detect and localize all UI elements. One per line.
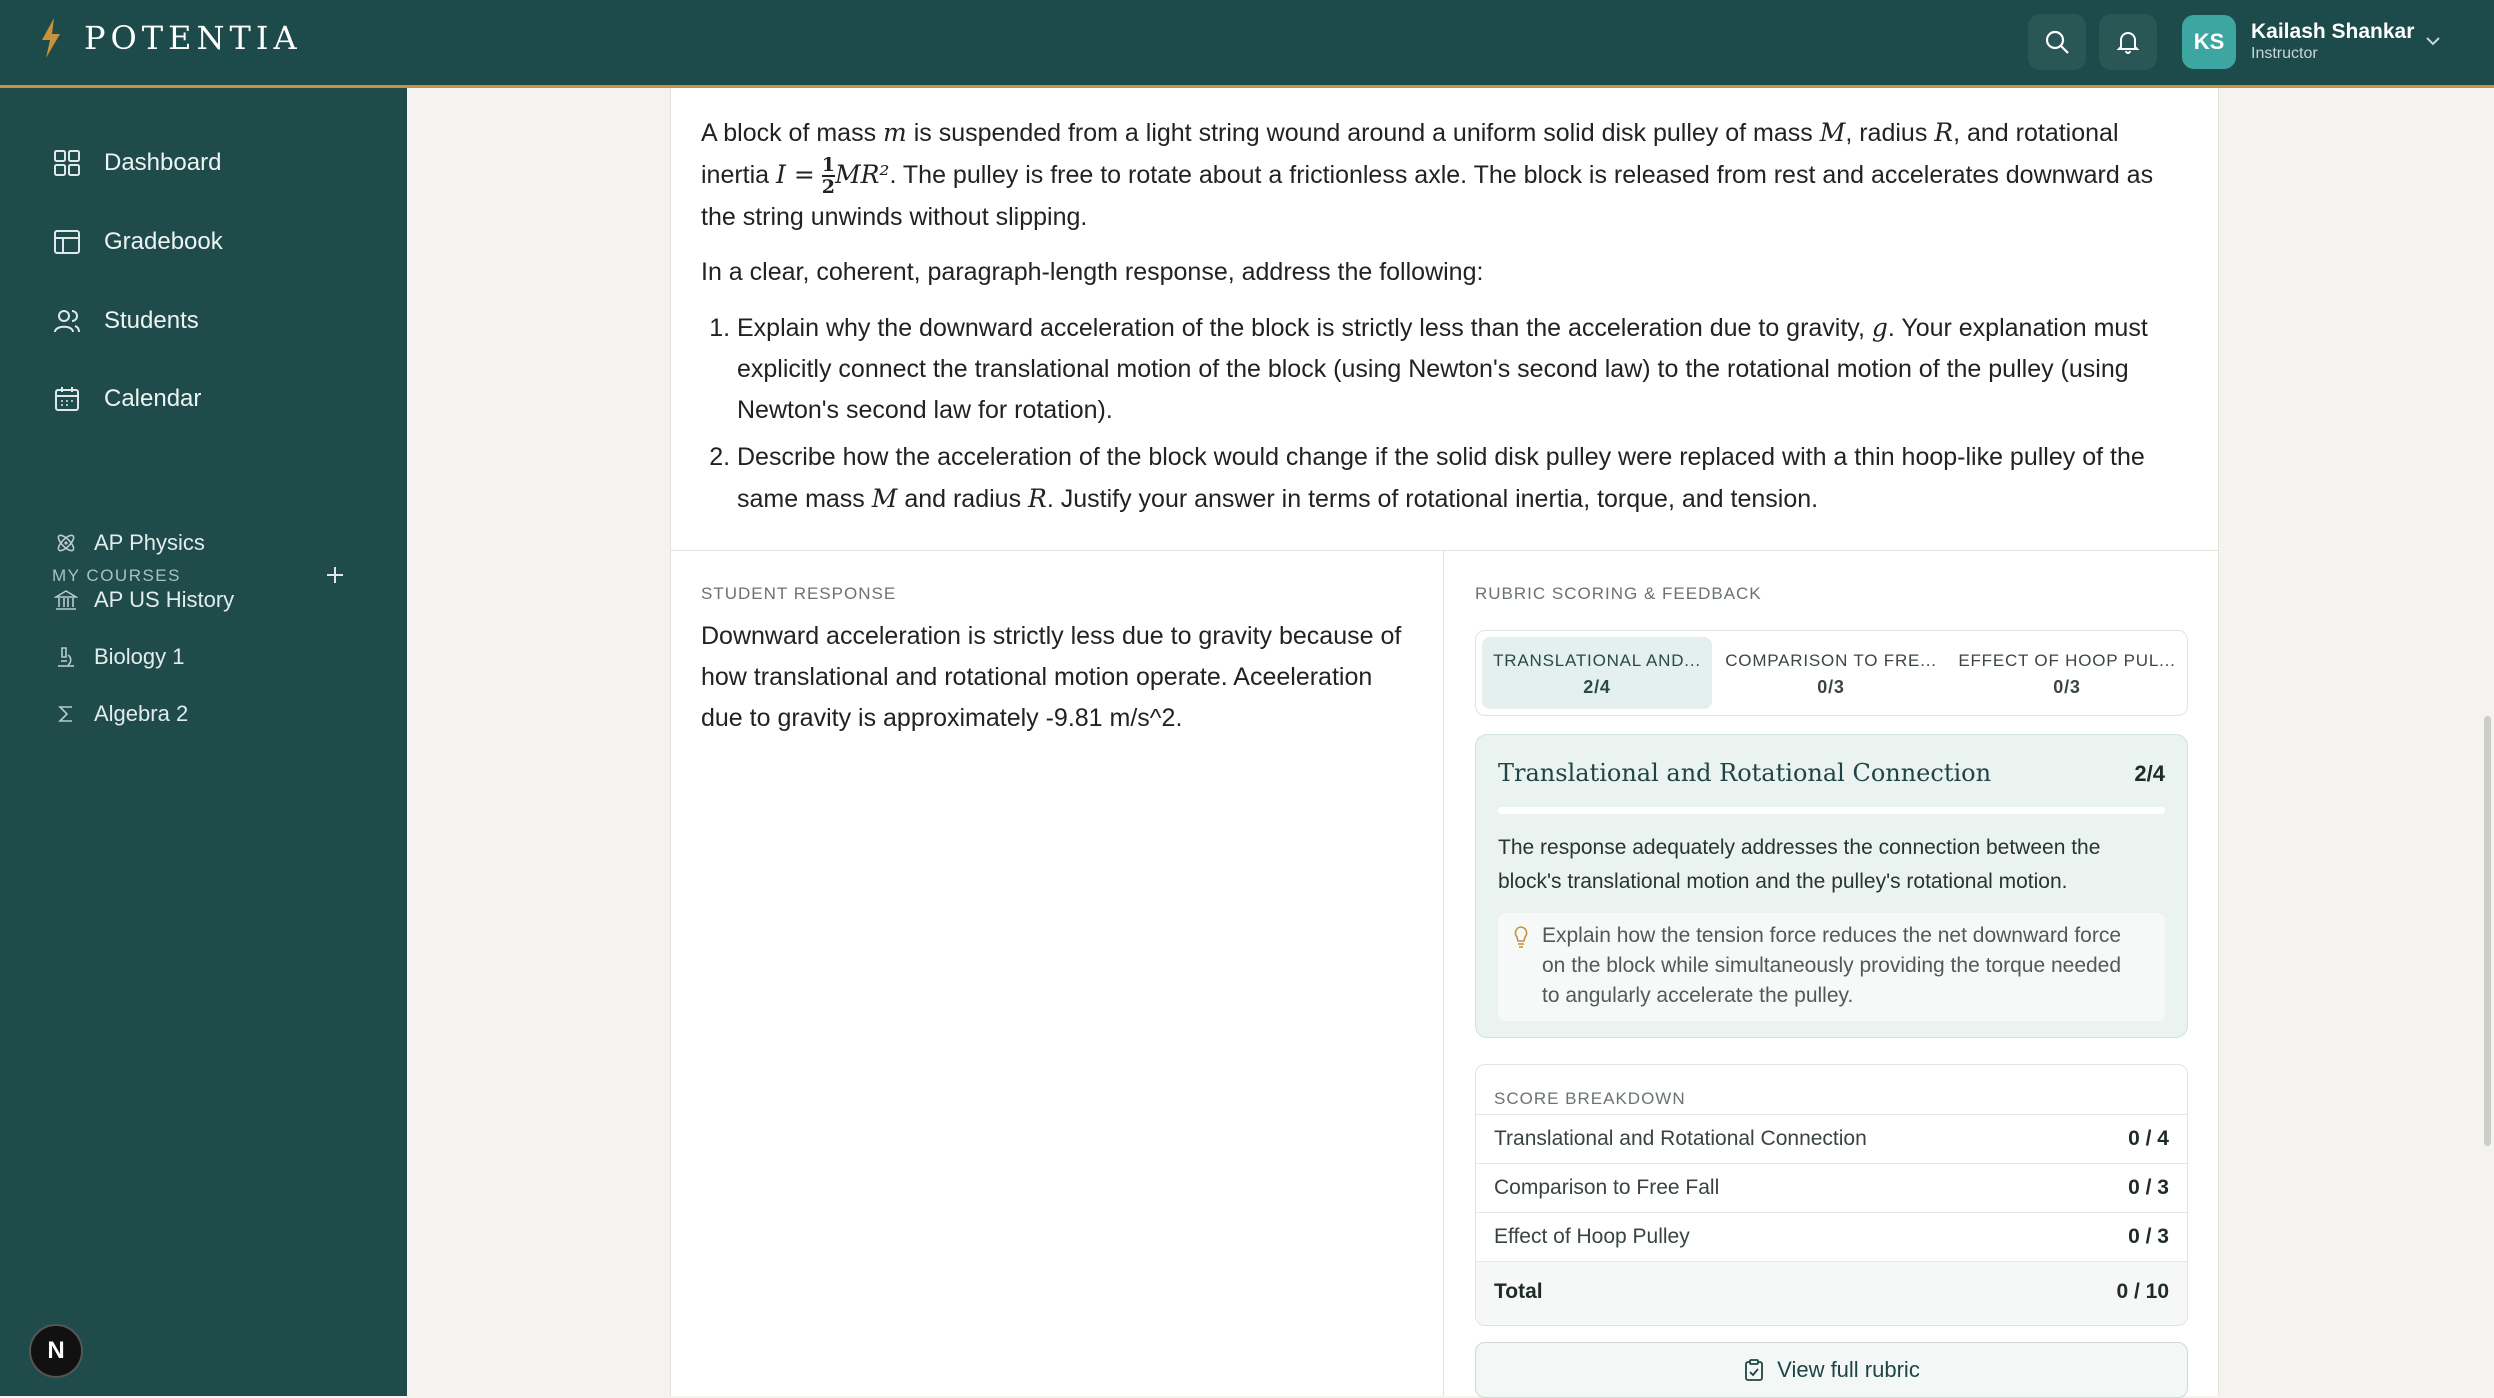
table-row: Translational and Rotational Connection 0 / 4: [1476, 1114, 2187, 1163]
search-icon: [2044, 29, 2070, 55]
sidebar-item-students[interactable]: [52, 306, 199, 336]
divider: [1443, 550, 1444, 1396]
brand-name: POTENTIA: [84, 19, 302, 57]
sidebar-item-label: Students: [104, 307, 199, 334]
sidebar: [0, 88, 407, 1396]
lightbulb-icon: [1512, 925, 1530, 951]
course-ap-physics[interactable]: [54, 530, 205, 556]
prompt-text: A block of mass m is suspended from a light string wound around a uniform solid disk pulley of mass M, radius R, and rotational inertia I = $\frac{1}{2}$ MR². The pulley is free to rotate about a frictionless axle. The block is released from rest and accelerates downward as the string unwinds without slipping. In a clear, coherent, paragraph-length response, address the following: 1. Explain why the downward acceleration of the block is strictly less than the acceleration due to gravity, g. Your explanation must explicitly connect the translational motion of the block (using Newton's second law) to the rotational motion of the pulley (using Newton's second law for rotation). 2. Describe how the acceleration of the block would change if the solid disk pulley were replaced with a thin hoop-like pulley of the same mass M and radius R. Justify your answer in terms of rotational inertia, torque, and tension.: [701, 112, 2191, 526]
atom-icon: [54, 531, 78, 555]
chevron-down-icon[interactable]: [2424, 34, 2442, 48]
prompt-item-2: 2. Describe how the acceleration of the block would change if the solid disk pulley were replaced with a thin hoop-like pulley of the same mass M and radius R. Justify your answer in terms of rotational inertia, torque, and tension.: [737, 437, 2191, 520]
user-role: Instructor: [2251, 45, 2318, 62]
n-badge[interactable]: N: [29, 1324, 83, 1378]
table-row: Comparison to Free Fall 0 / 3: [1476, 1163, 2187, 1212]
sidebar-item-calendar[interactable]: [52, 384, 201, 414]
criterion-score: 2/4: [2134, 761, 2165, 786]
course-biology-1[interactable]: [54, 644, 185, 670]
score-breakdown-label: SCORE BREAKDOWN: [1494, 1089, 1686, 1108]
student-response-text: Downward acceleration is strictly less due to gravity because of how translational and rotational motion operate. Aceeleration due to gravity is approximately -9.81 m/s^2.: [701, 622, 1402, 732]
prompt-item-1: 1. Explain why the downward acceleration of the block is strictly less than the acceleration due to gravity, g. Your explanation must explicitly connect the translational motion of the block (using Newton's second law) to the rotational motion of the pulley (using Newton's second law for rotation).: [737, 307, 2191, 431]
feedback-tip: [1498, 913, 2165, 1021]
total-row: Total 0 / 10: [1476, 1261, 2187, 1325]
course-ap-us-history[interactable]: [54, 587, 234, 613]
sidebar-item-dashboard[interactable]: [52, 148, 221, 178]
tab-translational[interactable]: TRANSLATIONAL AND... 2/4: [1482, 637, 1712, 709]
course-label: Algebra 2: [94, 701, 189, 726]
criterion-title: Translational and Rotational Connection: [1498, 759, 1992, 787]
tip-text: Explain how the tension force reduces the net downward force on the block while simultaneously providing the torque needed to angularly accelerate the pulley.: [1542, 924, 2122, 1007]
bolt-icon: [38, 18, 64, 58]
view-full-rubric-button[interactable]: [1475, 1342, 2188, 1398]
score-breakdown: [1475, 1064, 2188, 1326]
divider: [671, 550, 2218, 551]
user-name[interactable]: Kailash Shankar: [2251, 20, 2415, 43]
brand-logo[interactable]: [38, 18, 302, 58]
landmark-icon: [54, 588, 78, 612]
assignment-card: [670, 88, 2219, 1396]
course-label: AP Physics: [94, 530, 205, 555]
course-label: AP US History: [94, 587, 235, 612]
sidebar-item-label: Dashboard: [104, 149, 222, 176]
notifications-button[interactable]: [2099, 14, 2157, 70]
bell-icon: [2115, 29, 2141, 55]
users-icon: [52, 306, 82, 336]
microscope-icon: [54, 645, 78, 669]
sidebar-item-label: Calendar: [104, 385, 202, 412]
table-row: Effect of Hoop Pulley 0 / 3: [1476, 1212, 2187, 1261]
sigma-icon: [54, 702, 78, 726]
search-button[interactable]: [2028, 14, 2086, 70]
rubric-tabs: [1475, 630, 2188, 716]
my-courses-label: MY COURSES: [52, 566, 181, 585]
student-response-label: STUDENT RESPONSE: [701, 584, 897, 603]
tab-comparison[interactable]: COMPARISON TO FRE... 0/3: [1725, 651, 1937, 697]
course-algebra-2[interactable]: [54, 701, 188, 727]
avatar[interactable]: KS: [2182, 15, 2236, 69]
clipboard-icon: [1743, 1358, 1765, 1382]
rubric-label: RUBRIC SCORING & FEEDBACK: [1475, 584, 1762, 603]
add-course-icon[interactable]: [322, 562, 348, 588]
tab-hoop[interactable]: EFFECT OF HOOP PUL... 0/3: [1958, 651, 2176, 697]
view-full-rubric-label: View full rubric: [1777, 1357, 1920, 1382]
grid-icon: [52, 148, 82, 178]
table-icon: [52, 227, 82, 257]
criterion-progress-bar: [1498, 807, 2165, 814]
top-bar: [0, 0, 2494, 88]
sidebar-item-label: Gradebook: [104, 228, 223, 255]
calendar-icon: [52, 384, 82, 414]
scrollbar-thumb[interactable]: [2484, 716, 2491, 1146]
sidebar-item-gradebook[interactable]: [52, 227, 223, 257]
course-label: Biology 1: [94, 644, 185, 669]
criterion-description: The response adequately addresses the connection between the block's translational motion and the pulley's rotational motion.: [1498, 836, 2101, 893]
criterion-feedback: [1475, 734, 2188, 1038]
